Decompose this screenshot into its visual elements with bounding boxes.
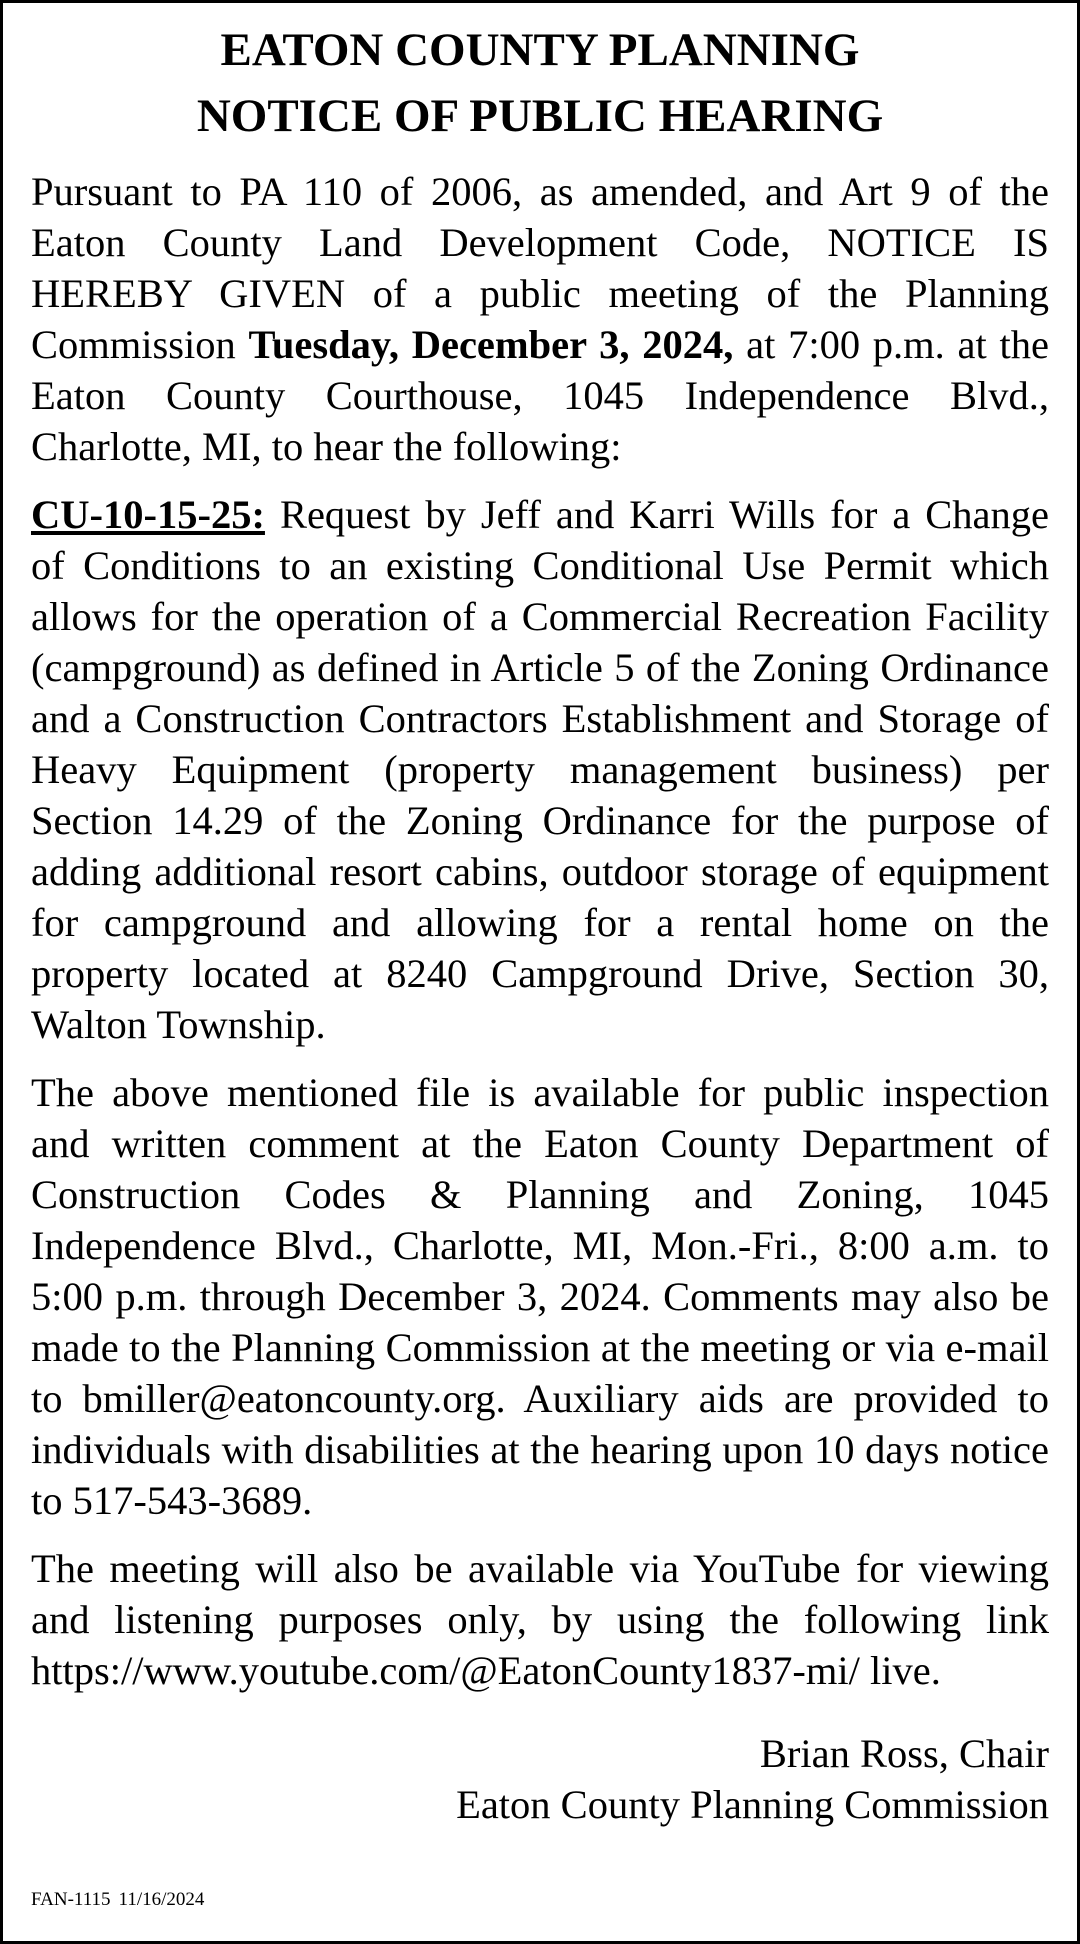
title-line-1: EATON COUNTY PLANNING [220, 24, 860, 76]
case-paragraph [31, 489, 1049, 1050]
hearing-date: Tuesday, December 3, 2024, [248, 322, 734, 367]
signer-name: Brian Ross, Chair [759, 1731, 1049, 1776]
footer-reference [31, 1889, 204, 1911]
intro-before: Pursuant to PA 110 of 2006, as amended, and Art 9 of the Eaton County Land Development Code, NOTICE IS HEREBY GIVEN of a public meeting of the Planning Commission [31, 169, 1049, 367]
title-line-2: NOTICE OF PUBLIC HEARING [196, 90, 884, 142]
intro-after: at 7:00 p.m. at the Eaton County Courthouse, 1045 Independence Blvd., Charlotte, MI, to hear the following: [31, 322, 1049, 469]
notice-title [31, 17, 1049, 149]
notice-content [31, 17, 1049, 1830]
signer-organization: Eaton County Planning Commission [456, 1782, 1049, 1827]
signature-block [31, 1728, 1049, 1830]
inspection-paragraph: The above mentioned file is available for public inspection and written comment at the Eaton County Department of Construction Codes & Planning and Zoning, 1045 Independence Blvd., Charlotte, MI, Mon.-Fri., 8:00 a.m. to 5:00 p.m. through December 3, 2024. Comments may also be made to the Planning Commission at the meeting or via e-mail to bmiller@eatoncounty.org. Auxiliary aids are provided to individuals with disabilities at the hearing upon 10 days notice to 517-543-3689. [31, 1070, 1049, 1523]
case-text: Request by Jeff and Karri Wills for a Change of Conditions to an existing Conditional Use Permit which allows for the operation of a Commercial Recreation Facility (campground) as defined in Article 5 of the Zoning Ordinance and a Construction Contractors Establishment and Storage of Heavy Equipment (property management business) per Section 14.29 of the Zoning Ordinance for the purpose of adding additional resort cabins, outdoor storage of equipment for campground and allowing for a rental home on the property located at 8240 Campground Drive, Section 30, Walton Township. [31, 492, 1049, 1047]
youtube-paragraph: The meeting will also be available via YouTube for viewing and listening purposes only, by using the following link https://www.youtube.com/@EatonCounty1837-mi/ live. [31, 1546, 1049, 1693]
footer-date: 11/16/2024 [118, 1889, 205, 1910]
footer-code: FAN-1115 [31, 1889, 111, 1910]
case-number: CU-10-15-25: [31, 492, 265, 537]
intro-paragraph [31, 166, 1049, 472]
